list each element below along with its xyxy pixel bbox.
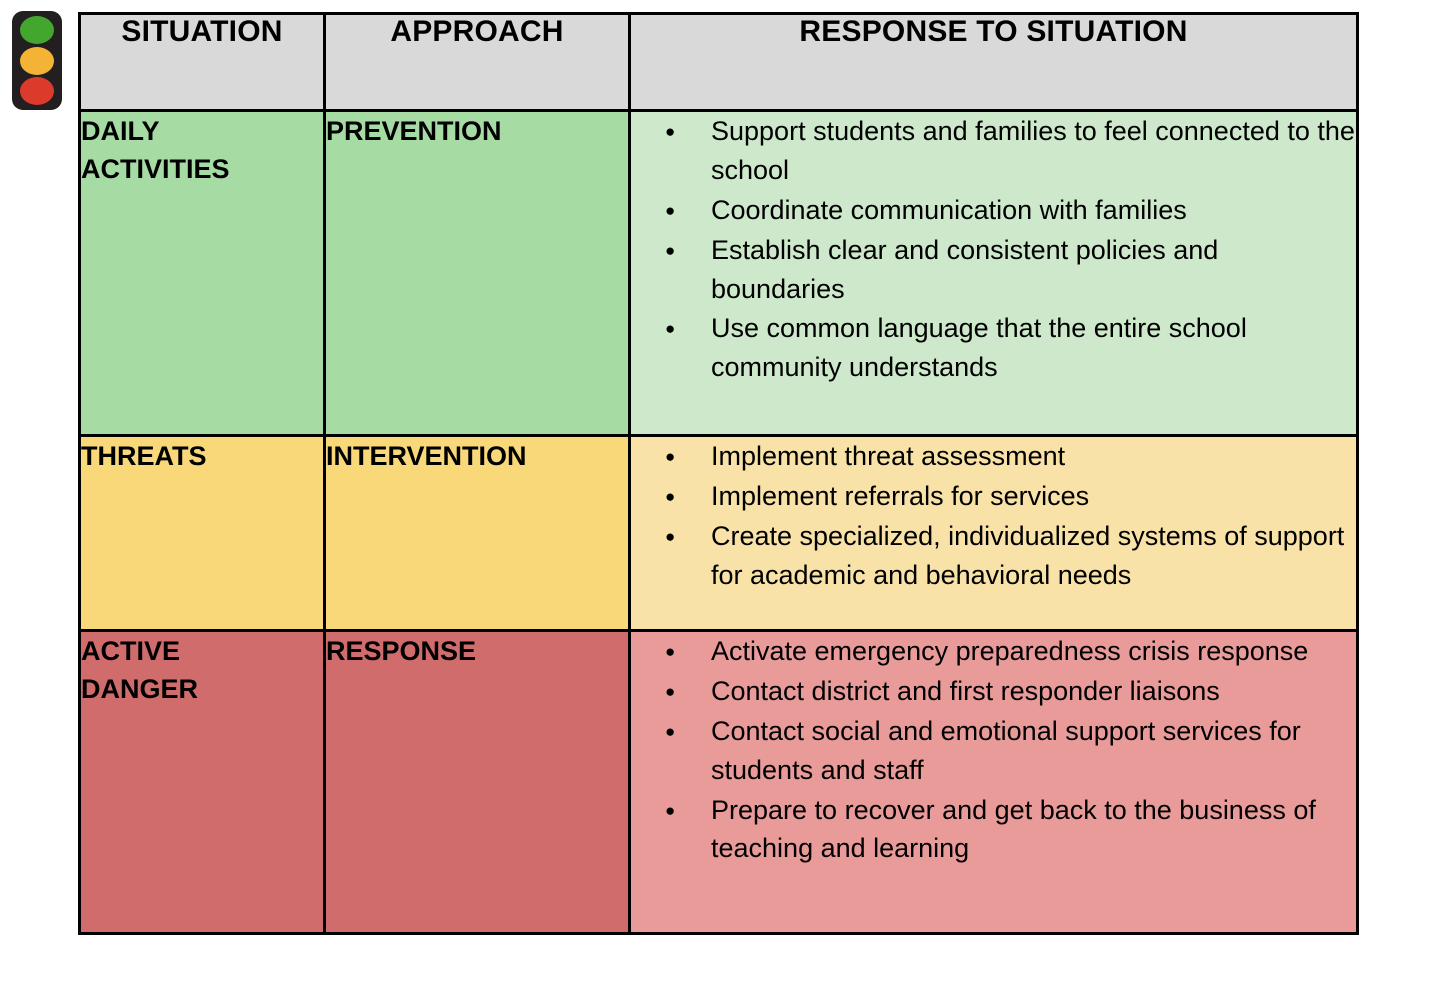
situation-cell-green <box>80 111 325 436</box>
table-row-active-danger <box>80 631 1358 934</box>
list-item: ● Coordinate communication with families <box>665 191 1356 230</box>
list-item: ● Support students and families to feel connected to the school <box>665 112 1356 190</box>
situation-label-red: ACTIVE DANGER <box>81 636 199 705</box>
column-header-response-label: RESPONSE TO SITUATION <box>799 15 1188 48</box>
situation-response-matrix <box>78 12 1359 935</box>
table-row-daily-activities <box>80 111 1358 436</box>
approach-cell-green <box>325 111 630 436</box>
red-lamp-icon <box>20 77 54 105</box>
list-item: ● Use common language that the entire school community understands <box>665 309 1356 387</box>
situation-cell-yellow <box>80 436 325 631</box>
situation-label-yellow: THREATS <box>81 441 207 471</box>
yellow-lamp-icon <box>20 47 54 75</box>
traffic-light-icon <box>12 11 62 110</box>
list-item: ● Implement referrals for services <box>665 477 1356 516</box>
column-header-response <box>630 14 1358 111</box>
green-lamp-icon <box>20 16 54 44</box>
approach-label-yellow: INTERVENTION <box>326 441 527 471</box>
approach-label-green: PREVENTION <box>326 116 502 146</box>
column-header-situation-label: SITUATION <box>121 15 283 48</box>
response-list-red <box>631 632 1356 868</box>
column-header-approach-label: APPROACH <box>390 15 564 48</box>
approach-label-red: RESPONSE <box>326 636 477 666</box>
response-cell-red <box>630 631 1358 934</box>
table-row-threats <box>80 436 1358 631</box>
list-item: ● Prepare to recover and get back to the business of teaching and learning <box>665 791 1356 869</box>
response-list-green <box>631 112 1356 387</box>
situation-label-green: DAILY ACTIVITIES <box>81 116 230 185</box>
response-list-yellow <box>631 437 1356 595</box>
list-item: ● Activate emergency preparedness crisis response <box>665 632 1356 671</box>
response-cell-yellow <box>630 436 1358 631</box>
list-item: ● Create specialized, individualized systems of support for academic and behavioral needs <box>665 517 1356 595</box>
list-item: ● Contact district and first responder liaisons <box>665 672 1356 711</box>
list-item: ● Implement threat assessment <box>665 437 1356 476</box>
list-item: ● Establish clear and consistent policies and boundaries <box>665 231 1356 309</box>
column-header-approach <box>325 14 630 111</box>
column-header-situation <box>80 14 325 111</box>
situation-cell-red <box>80 631 325 934</box>
table-header-row <box>80 14 1358 111</box>
approach-cell-yellow <box>325 436 630 631</box>
list-item: ● Contact social and emotional support services for students and staff <box>665 712 1356 790</box>
approach-cell-red <box>325 631 630 934</box>
response-cell-green <box>630 111 1358 436</box>
